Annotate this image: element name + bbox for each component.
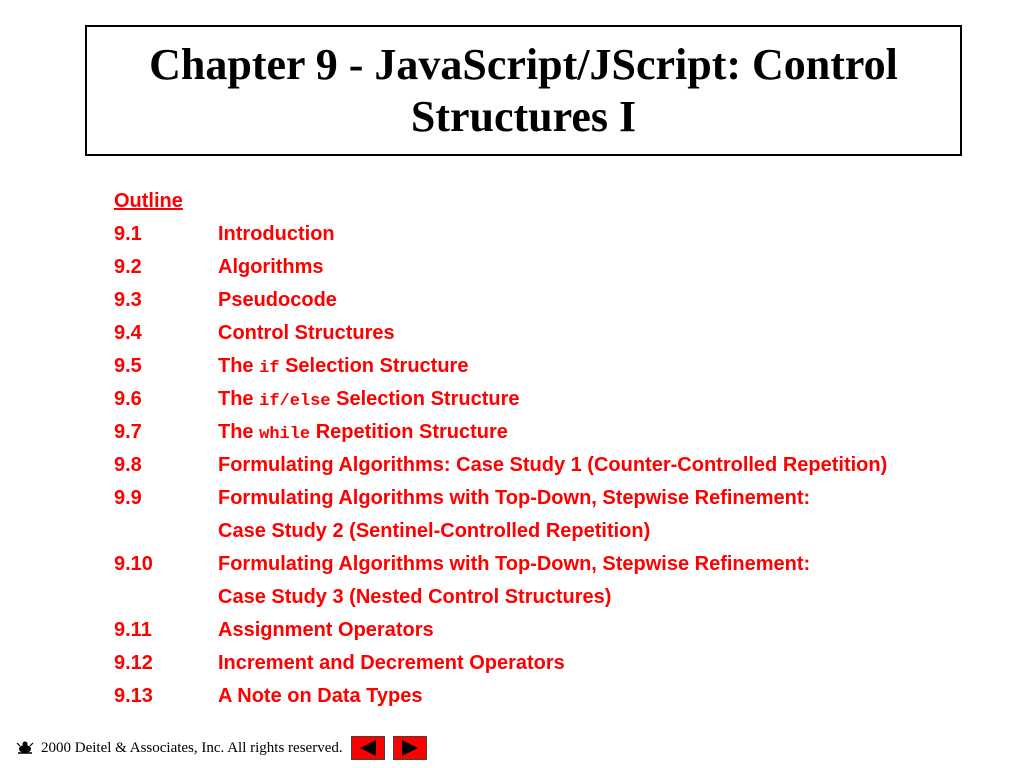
outline-item-text: Pseudocode [218, 289, 337, 311]
outline-item-text-post: Selection Structure [279, 355, 469, 377]
copyright-text: 2000 Deitel & Associates, Inc. All rights reserved. [41, 739, 343, 756]
outline-item-number: 9.2 [114, 256, 142, 278]
outline-item-text: Formulating Algorithms with Top-Down, Stepwise Refinement: [218, 487, 811, 509]
outline-item-text [218, 350, 994, 383]
outline-item-number: 9.11 [114, 619, 152, 641]
slide-title: Chapter 9 - JavaScript/JScript: Control Structures I [149, 39, 898, 141]
outline-item-number: 9.10 [114, 553, 153, 575]
outline-item-number: 9.13 [114, 685, 153, 707]
outline-item [114, 284, 994, 317]
next-slide-arrow-icon [394, 737, 426, 759]
outline-item-number: 9.12 [114, 652, 153, 674]
outline-item [114, 251, 994, 284]
outline-item-text-pre: The [218, 355, 260, 377]
outline-item-text: Formulating Algorithms: Case Study 1 (Counter-Controlled Repetition) [218, 454, 888, 476]
outline-item-number: 9.3 [114, 289, 142, 311]
outline-item-number [114, 515, 218, 548]
outline-item-code: if/else [259, 392, 331, 411]
outline-item-text: Case Study 3 (Nested Control Structures) [218, 586, 612, 608]
outline-item [114, 647, 994, 680]
outline-item-number [114, 581, 218, 614]
previous-slide-arrow-icon [352, 737, 384, 759]
outline-item-number: 9.1 [114, 223, 142, 245]
outline-item [114, 482, 994, 515]
outline-item-text: Assignment Operators [218, 619, 434, 641]
outline-item-text-pre: The [218, 421, 260, 443]
outline-item [114, 317, 994, 350]
deitel-bug-logo-icon [15, 738, 35, 758]
outline-item-continuation [114, 515, 994, 548]
outline-item-number: 9.7 [114, 421, 142, 443]
outline-item-code: if [259, 359, 280, 378]
outline-item [114, 350, 994, 383]
outline-item-text: Formulating Algorithms with Top-Down, Stepwise Refinement: [218, 553, 811, 575]
outline-item-number: 9.6 [114, 388, 142, 410]
outline-item [114, 680, 994, 713]
next-slide-button[interactable] [393, 736, 427, 760]
outline-item-number: 9.9 [114, 487, 142, 509]
outline-item-code: while [259, 425, 311, 444]
outline-item-number: 9.8 [114, 454, 142, 476]
slide-title-box [85, 25, 962, 156]
outline-heading: Outline [114, 190, 183, 212]
outline-item [114, 218, 994, 251]
previous-slide-button[interactable] [351, 736, 385, 760]
outline-item-text-post: Repetition Structure [310, 421, 508, 443]
outline-item-text: A Note on Data Types [218, 685, 423, 707]
outline-item-text: Algorithms [218, 256, 324, 278]
outline-item-continuation [114, 581, 994, 614]
outline-item-text: Control Structures [218, 322, 395, 344]
outline-item-text: Introduction [218, 223, 335, 245]
outline-item-text: Increment and Decrement Operators [218, 652, 565, 674]
outline-section [114, 184, 994, 713]
outline-item-text-post: Selection Structure [330, 388, 520, 410]
outline-item [114, 548, 994, 581]
outline-item-text [218, 383, 994, 416]
slide-footer [15, 734, 427, 762]
outline-item [114, 614, 994, 647]
outline-item-text [218, 416, 994, 449]
outline-item-text: Case Study 2 (Sentinel-Controlled Repetition) [218, 520, 651, 542]
outline-item-number: 9.5 [114, 355, 142, 377]
outline-item [114, 449, 994, 482]
outline-item-text-pre: The [218, 388, 260, 410]
outline-item [114, 383, 994, 416]
outline-item-number: 9.4 [114, 322, 142, 344]
outline-item [114, 416, 994, 449]
